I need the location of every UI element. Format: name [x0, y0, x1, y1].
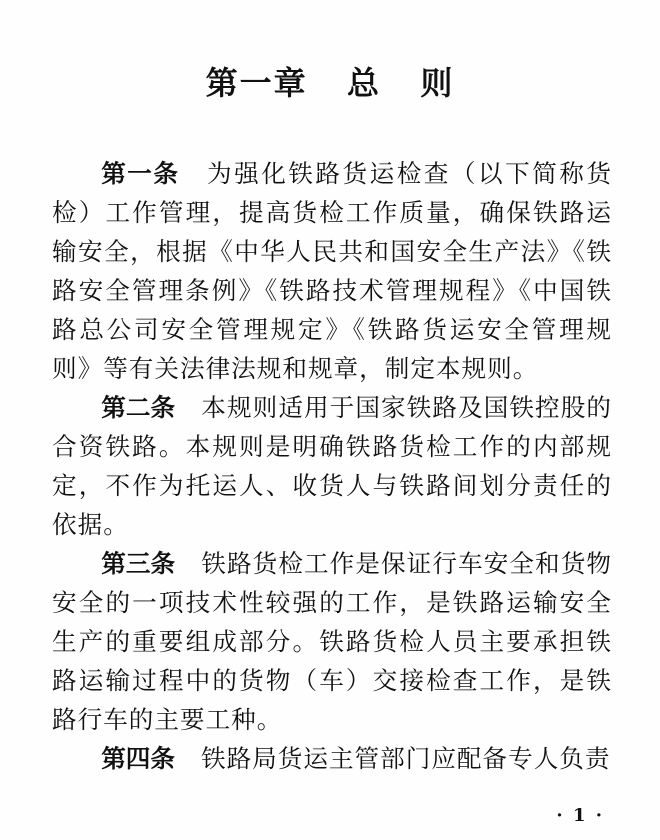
article-1	[52, 154, 612, 388]
article-4-text: 铁路局货运主管部门应配备专人负责	[200, 744, 611, 773]
article-3-label: 第三条	[101, 549, 176, 578]
article-4	[52, 739, 612, 778]
article-2-text: 本规则适用于国家铁路及国铁控股的合资铁路。本规则是明确铁路货检工作的内部规定，不作为托运人、收货人与铁路间划分责任的依据。	[52, 393, 612, 539]
article-3	[52, 544, 612, 739]
article-3-text: 铁路货检工作是保证行车安全和货物安全的一项技术性较强的工作，是铁路运输安全生产的重要组成部分。铁路货检人员主要承担铁路运输过程中的货物（车）交接检查工作，是铁路行车的主要工种。	[52, 549, 612, 734]
document-body	[52, 154, 612, 778]
article-4-label: 第四条	[101, 744, 175, 773]
page-number: · 1 ·	[556, 805, 604, 826]
chapter-title: 第一章 总 则	[205, 64, 455, 102]
article-2-label: 第二条	[101, 393, 176, 422]
article-2	[52, 388, 612, 544]
article-1-label: 第一条	[101, 159, 180, 188]
article-1-text: 为强化铁路货运检查（以下简称货检）工作管理，提高货检工作质量，确保铁路运输安全，根据《中华人民共和国安全生产法》《铁路安全管理条例》《铁路技术管理规程》《中国铁路总公司安全管理规定》《铁路货运安全管理规则》等有关法律法规和规章，制定本规则。	[52, 159, 612, 383]
